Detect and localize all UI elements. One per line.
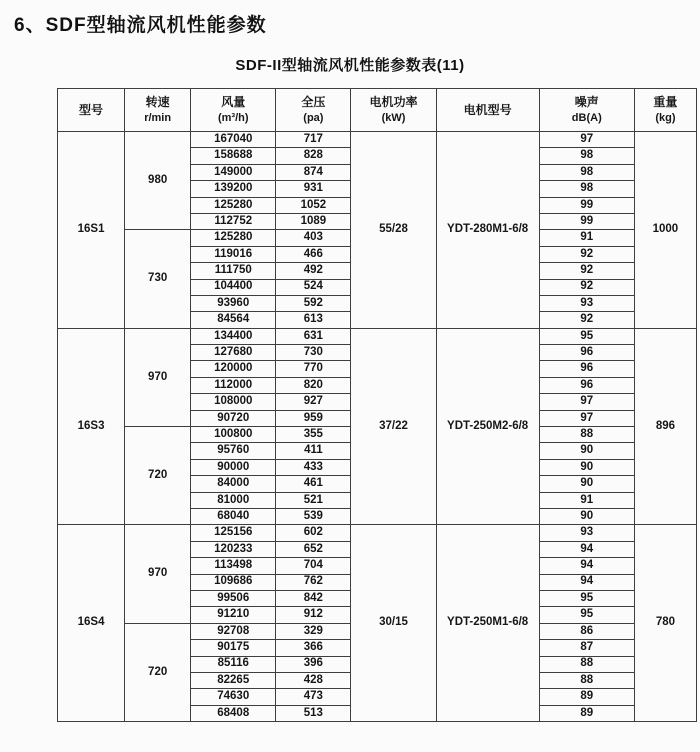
flow-cell: 99506 (191, 590, 276, 606)
noise-cell: 91 (539, 230, 634, 246)
pressure-cell: 1052 (276, 197, 351, 213)
header-weight-label: 重量 (653, 95, 678, 110)
motor-model-cell: YDT-280M1-6/8 (436, 132, 539, 329)
noise-cell: 94 (539, 558, 634, 574)
noise-cell: 96 (539, 345, 634, 361)
flow-cell: 100800 (191, 427, 276, 443)
pressure-cell: 396 (276, 656, 351, 672)
noise-cell: 94 (539, 574, 634, 590)
pressure-cell: 1089 (276, 213, 351, 229)
flow-cell: 111750 (191, 263, 276, 279)
flow-cell: 85116 (191, 656, 276, 672)
pressure-cell: 329 (276, 623, 351, 639)
flow-cell: 125280 (191, 197, 276, 213)
table-header (58, 89, 697, 132)
header-pressure (276, 89, 351, 132)
flow-cell: 95760 (191, 443, 276, 459)
flow-cell: 134400 (191, 328, 276, 344)
header-noise-label: 噪声 (574, 95, 599, 110)
header-flow-unit: (m³/h) (217, 111, 249, 124)
model-cell: 16S3 (58, 328, 125, 525)
flow-cell: 92708 (191, 623, 276, 639)
noise-cell: 90 (539, 508, 634, 524)
noise-cell: 93 (539, 295, 634, 311)
flow-cell: 90175 (191, 640, 276, 656)
noise-cell: 98 (539, 148, 634, 164)
flow-cell: 68408 (191, 705, 276, 721)
model-cell: 16S4 (58, 525, 125, 722)
pressure-cell: 927 (276, 394, 351, 410)
noise-cell: 86 (539, 623, 634, 639)
power-cell: 37/22 (351, 328, 436, 525)
pressure-cell: 717 (276, 132, 351, 148)
noise-cell: 95 (539, 328, 634, 344)
noise-cell: 87 (539, 640, 634, 656)
noise-cell: 93 (539, 525, 634, 541)
header-pressure-label: 全压 (301, 95, 326, 110)
noise-cell: 90 (539, 476, 634, 492)
power-cell: 55/28 (351, 132, 436, 329)
header-flow (191, 89, 276, 132)
noise-cell: 92 (539, 263, 634, 279)
noise-cell: 99 (539, 197, 634, 213)
header-noise (539, 89, 634, 132)
noise-cell: 99 (539, 213, 634, 229)
header-row (58, 89, 697, 132)
header-noise-unit: dB(A) (571, 111, 602, 124)
speed-cell: 720 (125, 427, 191, 525)
header-power-unit: (kW) (381, 111, 406, 124)
noise-cell: 96 (539, 361, 634, 377)
model-cell: 16S1 (58, 132, 125, 329)
pressure-cell: 820 (276, 377, 351, 393)
flow-cell: 120000 (191, 361, 276, 377)
pressure-cell: 428 (276, 672, 351, 688)
performance-table (57, 88, 697, 722)
header-pressure-unit: (pa) (303, 111, 324, 124)
pressure-cell: 842 (276, 590, 351, 606)
flow-cell: 90720 (191, 410, 276, 426)
flow-cell: 158688 (191, 148, 276, 164)
noise-cell: 95 (539, 590, 634, 606)
flow-cell: 81000 (191, 492, 276, 508)
flow-cell: 91210 (191, 607, 276, 623)
speed-cell: 970 (125, 525, 191, 623)
flow-cell: 108000 (191, 394, 276, 410)
noise-cell: 88 (539, 656, 634, 672)
noise-cell: 94 (539, 541, 634, 557)
noise-cell: 92 (539, 279, 634, 295)
table-row (58, 132, 697, 148)
noise-cell: 92 (539, 312, 634, 328)
noise-cell: 96 (539, 377, 634, 393)
pressure-cell: 652 (276, 541, 351, 557)
pressure-cell: 461 (276, 476, 351, 492)
noise-cell: 97 (539, 132, 634, 148)
noise-cell: 97 (539, 410, 634, 426)
noise-cell: 95 (539, 607, 634, 623)
pressure-cell: 473 (276, 689, 351, 705)
pressure-cell: 704 (276, 558, 351, 574)
flow-cell: 139200 (191, 181, 276, 197)
flow-cell: 120233 (191, 541, 276, 557)
flow-cell: 74630 (191, 689, 276, 705)
weight-cell: 896 (634, 328, 696, 525)
flow-cell: 109686 (191, 574, 276, 590)
noise-cell: 89 (539, 689, 634, 705)
header-weight-unit: (kg) (655, 111, 676, 124)
noise-cell: 90 (539, 443, 634, 459)
header-speed-label: 转速 (145, 95, 170, 110)
table-row (58, 525, 697, 541)
pressure-cell: 874 (276, 164, 351, 180)
pressure-cell: 602 (276, 525, 351, 541)
table-title: SDF-II型轴流风机性能参数表(11) (235, 57, 465, 74)
motor-model-cell: YDT-250M1-6/8 (436, 525, 539, 722)
pressure-cell: 762 (276, 574, 351, 590)
pressure-cell: 411 (276, 443, 351, 459)
noise-cell: 89 (539, 705, 634, 721)
header-model (58, 89, 125, 132)
flow-cell: 82265 (191, 672, 276, 688)
pressure-cell: 770 (276, 361, 351, 377)
pressure-cell: 492 (276, 263, 351, 279)
flow-cell: 149000 (191, 164, 276, 180)
header-motor-model-label: 电机型号 (463, 102, 512, 117)
noise-cell: 98 (539, 181, 634, 197)
header-speed (125, 89, 191, 132)
flow-cell: 113498 (191, 558, 276, 574)
noise-cell: 90 (539, 459, 634, 475)
pressure-cell: 355 (276, 427, 351, 443)
flow-cell: 127680 (191, 345, 276, 361)
header-motor-model (436, 89, 539, 132)
motor-model-cell: YDT-250M2-6/8 (436, 328, 539, 525)
flow-cell: 84000 (191, 476, 276, 492)
speed-cell: 730 (125, 230, 191, 328)
power-cell: 30/15 (351, 525, 436, 722)
flow-cell: 104400 (191, 279, 276, 295)
pressure-cell: 521 (276, 492, 351, 508)
flow-cell: 84564 (191, 312, 276, 328)
weight-cell: 1000 (634, 132, 696, 329)
table-body (58, 132, 697, 722)
flow-cell: 93960 (191, 295, 276, 311)
header-power (351, 89, 436, 132)
pressure-cell: 592 (276, 295, 351, 311)
header-power-label: 电机功率 (369, 95, 418, 110)
pressure-cell: 403 (276, 230, 351, 246)
flow-cell: 119016 (191, 246, 276, 262)
flow-cell: 90000 (191, 459, 276, 475)
header-flow-label: 风量 (221, 95, 246, 110)
speed-cell: 970 (125, 328, 191, 426)
header-speed-unit: r/min (144, 111, 172, 124)
weight-cell: 780 (634, 525, 696, 722)
pressure-cell: 513 (276, 705, 351, 721)
pressure-cell: 912 (276, 607, 351, 623)
table-row (58, 328, 697, 344)
noise-cell: 97 (539, 394, 634, 410)
pressure-cell: 466 (276, 246, 351, 262)
flow-cell: 112752 (191, 213, 276, 229)
flow-cell: 112000 (191, 377, 276, 393)
flow-cell: 68040 (191, 508, 276, 524)
pressure-cell: 613 (276, 312, 351, 328)
flow-cell: 167040 (191, 132, 276, 148)
pressure-cell: 931 (276, 181, 351, 197)
header-weight (634, 89, 696, 132)
flow-cell: 125280 (191, 230, 276, 246)
pressure-cell: 959 (276, 410, 351, 426)
pressure-cell: 433 (276, 459, 351, 475)
speed-cell: 720 (125, 623, 191, 721)
flow-cell: 125156 (191, 525, 276, 541)
noise-cell: 91 (539, 492, 634, 508)
pressure-cell: 366 (276, 640, 351, 656)
noise-cell: 98 (539, 164, 634, 180)
pressure-cell: 524 (276, 279, 351, 295)
pressure-cell: 631 (276, 328, 351, 344)
noise-cell: 88 (539, 672, 634, 688)
noise-cell: 92 (539, 246, 634, 262)
noise-cell: 88 (539, 427, 634, 443)
pressure-cell: 539 (276, 508, 351, 524)
pressure-cell: 828 (276, 148, 351, 164)
speed-cell: 980 (125, 132, 191, 230)
header-model-label: 型号 (79, 102, 104, 117)
pressure-cell: 730 (276, 345, 351, 361)
page-title: 6、SDF型轴流风机性能参数 (14, 15, 267, 36)
